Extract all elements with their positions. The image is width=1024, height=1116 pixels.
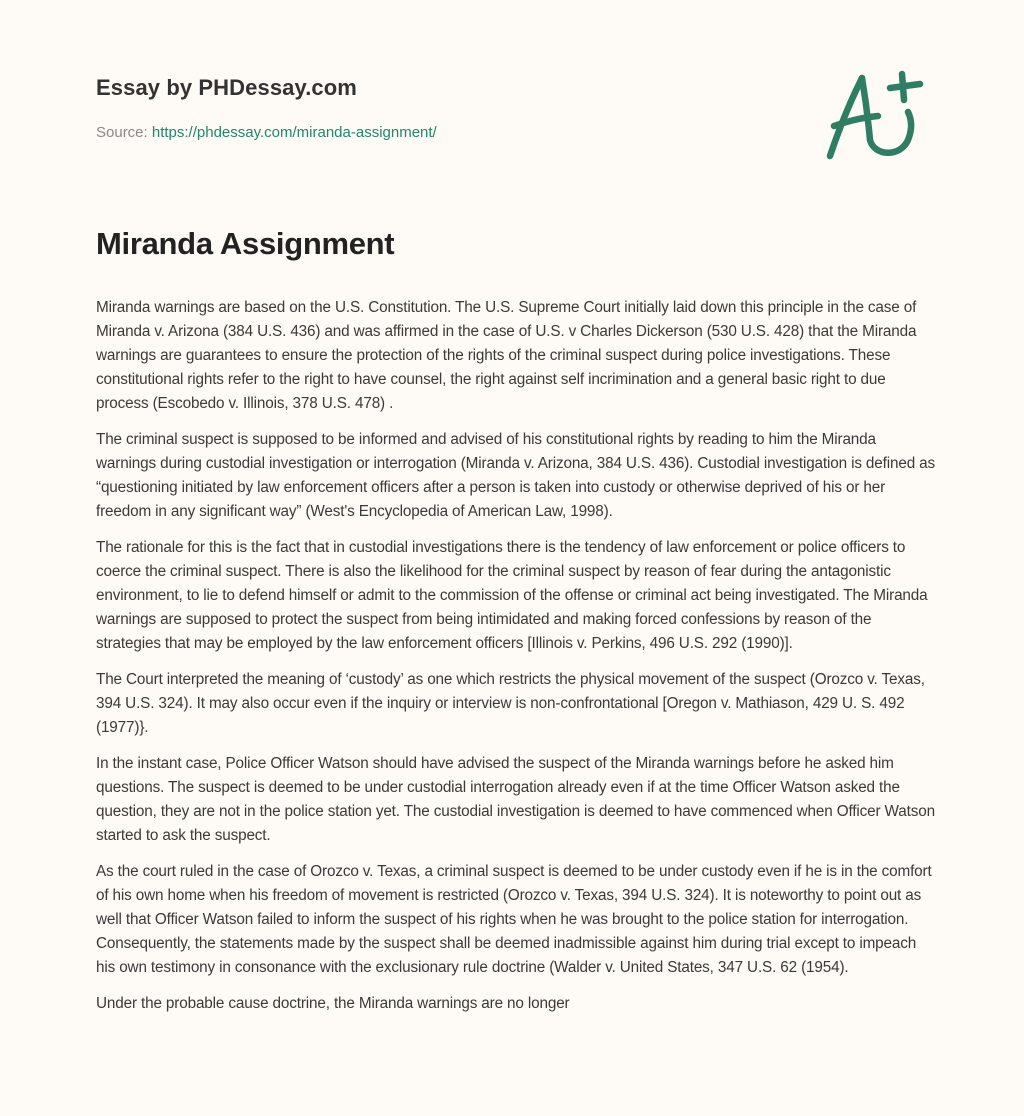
source-link[interactable]: https://phdessay.com/miranda-assignment/ [151,124,437,141]
essay-paragraph: Miranda warnings are based on the U.S. Constitution. The U.S. Supreme Court initially laid down this principle in the case of Miranda v. Arizona (384 U.S. 436) and was affirmed in the case of U.S. v Charles Dickerson (530 U.S. 428) that the Miranda warnings are guarantees to ensure the protection of the rights of the criminal suspect during police investigations. These constitutional rights refer to the right to have counsel, the right against self incrimination and a general basic right to due process (Escobedo v. Illinois, 378 U.S. 478) . [96,299,917,412]
essay-paragraph: The Court interpreted the meaning of ‘custody’ as one which restricts the physical movement of the suspect (Orozco v. Texas, 394 U.S. 324). It may also occur even if the inquiry or interview is non-confrontational [Oregon v. Mathiason, 429 U. S. 492 (1977)}. [96,671,925,736]
essay-paragraph: The rationale for this is the fact that in custodial investigations there is the tendency of law enforcement or police officers to coerce the criminal suspect. There is also the likelihood for the criminal suspect by reason of fear during the antagonistic environment, to lie to defend himself or admit to the commission of the offense or criminal act being investigated. The Miranda warnings are supposed to protect the suspect from being intimidated and making forced confessions by reason of the strategies that may be employed by the law enforcement officers [Illinois v. Perkins, 496 U.S. 292 (1990)]. [96,539,928,652]
essay-title: Miranda Assignment [96,226,395,261]
essay-paragraph: In the instant case, Police Officer Watson should have advised the suspect of the Miranda warnings before he asked him questions. The suspect is deemed to be under custodial interrogation already even if at the time Officer Watson asked the question, they are not in the police station yet. The custodial investigation is deemed to have commenced when Officer Watson started to ask the suspect. [96,755,935,844]
essay-paragraph: The criminal suspect is supposed to be informed and advised of his constitutional rights by reading to him the Miranda warnings during custodial investigation or interrogation (Miranda v. Arizona, 384 U.S. 436). Custodial investigation is defined as “questioning initiated by law enforcement officers after a person is taken into custody or otherwise deprived of his or her freedom in any significant way” (West's Encyclopedia of American Law, 1998). [96,431,936,520]
brand-title: Essay by PHDessay.com [96,75,357,100]
a-plus-grade-icon [824,66,928,166]
source-label: Source: [96,124,148,141]
essay-paragraph: As the court ruled in the case of Orozco v. Texas, a criminal suspect is deemed to be under custody even if he is in the comfort of his own home when his freedom of movement is restricted (Orozco v. Texas, 394 U.S. 324). It is noteworthy to point out as well that Officer Watson failed to inform the suspect of his rights when he was brought to the police station for interrogation. Consequently, the statements made by the suspect shall be deemed inadmissible against him during trial except to impeach his own testimony in consonance with the exclusionary rule doctrine (Walder v. United States, 347 U.S. 62 (1954). [96,863,932,976]
source-line [96,124,437,141]
page-header [96,0,928,190]
essay-content [96,222,936,1028]
essay-paragraph-truncated: Under the probable cause doctrine, the Miranda warnings are no longer [96,995,570,1012]
